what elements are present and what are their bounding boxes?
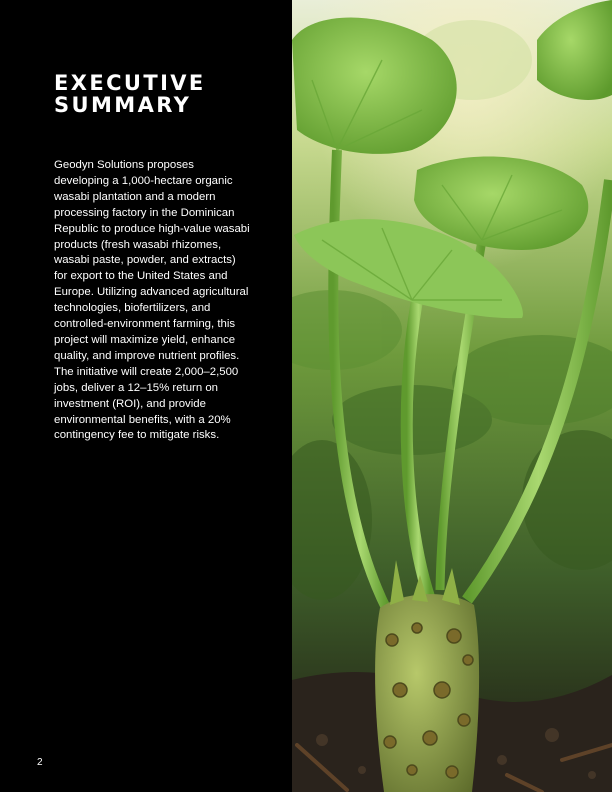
summary-paragraph: Geodyn Solutions proposes developing a 1,000-hectare organic wasabi plantation and a modern processing factory in the Dominican Republic to produce high-value wasabi products (fresh wasabi rhizomes, wasabi paste, powder, and extracts) for export to the United States and Europe. Utilizing advanced agricultural technologies, biofertilizers, and controlled-environment farming, this project will maximize yield, enhance quality, and improve nutrient profiles. The initiative will create 2,000–2,500 jobs, deliver a 12–15% return on investment (ROI), and provide environmental benefits, with a 20% contingency fee to mitigate risks.: [54, 159, 250, 442]
text-panel: [0, 0, 292, 792]
section-title-line-2: SUMMARY: [54, 93, 192, 117]
section-title: [54, 72, 274, 116]
page-number: 2: [37, 757, 43, 768]
section-title-line-1: EXECUTIVE: [54, 71, 206, 95]
wasabi-plant-photo: [292, 0, 612, 792]
